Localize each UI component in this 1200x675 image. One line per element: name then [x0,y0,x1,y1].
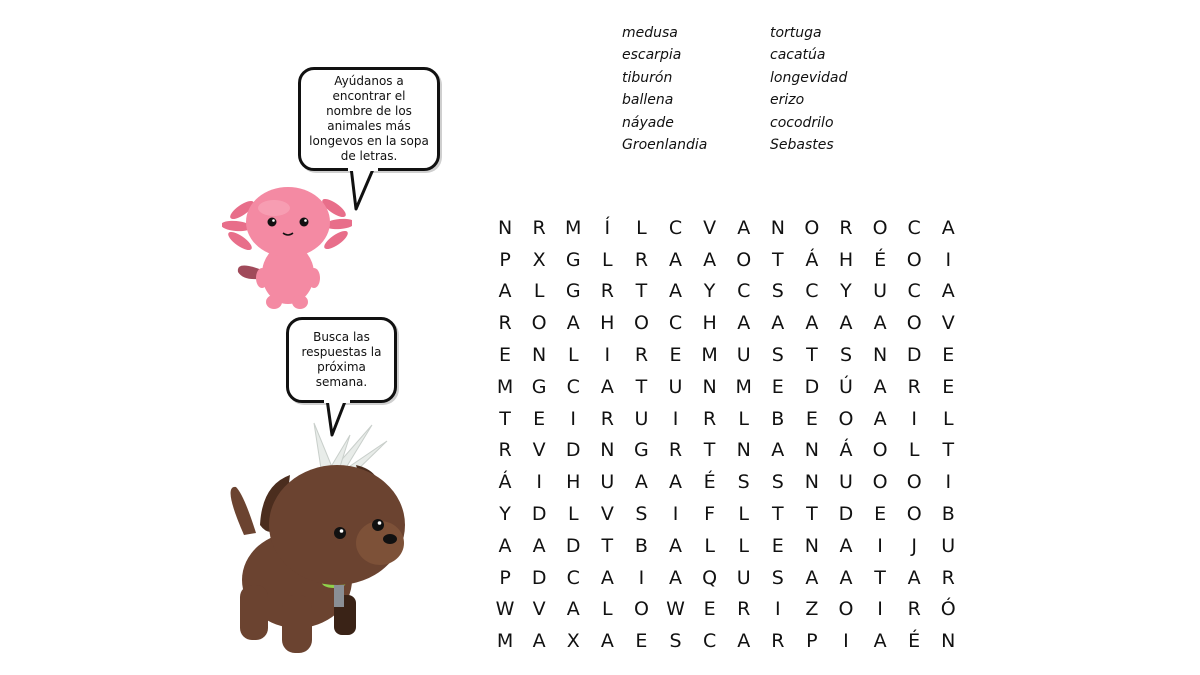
grid-letter[interactable]: N [804,439,819,462]
grid-letter[interactable]: N [804,534,819,557]
grid-letter[interactable]: T [806,503,818,526]
grid-letter[interactable]: I [877,534,883,557]
grid-letter[interactable]: I [672,407,679,430]
grid-letter[interactable]: A [873,312,887,335]
grid-letter[interactable]: E [771,375,784,398]
grid-letter[interactable]: V [532,439,546,462]
grid-letter[interactable]: R [498,312,512,335]
word-list-item: tiburón [622,69,673,86]
grid-letter[interactable]: É [703,471,716,494]
word-list-item: Groenlandia [622,137,708,154]
grid-letter[interactable]: I [843,630,849,653]
word-list-item: Sebastes [770,137,834,154]
grid-letter[interactable]: P [499,566,511,589]
grid-letter[interactable]: O [906,503,922,526]
grid-letter[interactable]: T [806,344,818,367]
grid-letter[interactable]: S [839,344,853,367]
grid-letter[interactable]: D [804,375,820,398]
grid-letter[interactable]: D [906,344,922,367]
grid-letter[interactable]: O [906,312,922,335]
grid-letter[interactable]: B [941,503,955,526]
grid-letter[interactable]: Í [604,216,611,239]
grid-letter[interactable]: A [805,566,819,589]
grid-letter[interactable]: H [566,471,581,494]
dog-speech-bubble [286,317,397,403]
grid-letter[interactable]: R [737,598,751,621]
grid-letter[interactable]: S [635,503,648,526]
word-list-item: ballena [622,92,674,109]
grid-letter[interactable]: E [805,407,818,430]
grid-letter[interactable]: N [941,630,956,653]
word-list-left [622,22,707,156]
word-list-item: tortuga [770,25,822,41]
grid-letter[interactable]: R [634,248,649,271]
word-list-item: longevidad [770,69,848,86]
grid-letter[interactable]: A [703,248,717,271]
word-list-right [770,22,847,156]
grid-letter[interactable]: O [531,312,547,335]
grid-letter[interactable]: Ú [839,375,853,398]
grid-letter[interactable]: O [633,312,649,335]
grid-letter[interactable]: O [872,471,888,494]
grid-letter[interactable]: A [634,471,648,494]
grid-letter[interactable]: S [771,471,784,494]
grid-letter[interactable]: L [567,344,579,367]
grid-letter[interactable]: E [499,344,512,367]
grid-letter[interactable]: I [945,471,952,494]
grid-letter[interactable]: A [941,216,955,239]
grid-letter[interactable]: T [942,439,955,462]
grid-letter[interactable]: U [634,407,649,430]
grid-letter[interactable]: A [873,407,887,430]
grid-letter[interactable]: A [839,534,853,557]
grid-letter[interactable]: U [839,471,853,494]
grid-letter[interactable]: S [771,344,784,367]
grid-letter[interactable]: D [838,503,854,526]
grid-letter[interactable]: E [942,344,955,367]
grid-letter[interactable]: T [703,439,716,462]
grid-letter[interactable]: B [771,407,785,430]
grid-letter[interactable]: E [533,407,546,430]
axolotl-speech-bubble-tail [348,165,378,213]
grid-letter[interactable]: C [702,630,717,653]
grid-letter[interactable]: L [738,407,749,430]
grid-letter[interactable]: Y [499,503,511,526]
grid-letter[interactable]: W [495,598,515,621]
word-search-grid [488,212,965,657]
grid-letter[interactable]: V [600,503,614,526]
grid-letter[interactable]: A [669,534,683,557]
grid-letter[interactable]: H [702,312,717,335]
grid-letter[interactable]: N [872,344,888,367]
grid-letter[interactable]: L [602,598,613,621]
grid-letter[interactable]: A [600,566,614,589]
grid-letter[interactable]: X [532,248,546,271]
grid-letter[interactable]: C [805,280,819,303]
grid-letter[interactable]: Ó [940,598,956,621]
grid-letter[interactable]: N [702,375,717,398]
grid-letter[interactable]: T [874,566,886,589]
grid-letter[interactable]: V [532,598,546,621]
grid-letter[interactable]: R [634,344,649,367]
grid-letter[interactable]: R [532,216,546,239]
grid-letter[interactable]: T [601,534,614,557]
grid-letter[interactable]: A [498,534,512,557]
grid-letter[interactable]: A [669,566,683,589]
grid-letter[interactable]: N [532,344,547,367]
grid-letter[interactable]: Á [805,248,819,271]
grid-letter[interactable]: N [770,216,785,239]
grid-letter[interactable]: R [839,216,853,239]
axolotl-speech-text: Ayúdanos a encontrar el nombre de los animales más longevos en la sopa de letras. [309,74,429,163]
grid-letter[interactable]: O [838,598,854,621]
grid-letter[interactable]: E [669,344,682,367]
grid-letter[interactable]: N [736,439,751,462]
grid-letter[interactable]: A [600,630,614,653]
grid-letter[interactable]: L [704,534,715,557]
word-list-item: náyade [622,114,674,131]
grid-letter[interactable]: A [566,598,580,621]
grid-letter[interactable]: Y [840,280,852,303]
grid-letter[interactable]: U [736,566,751,589]
grid-letter[interactable]: E [942,375,955,398]
grid-letter[interactable]: U [873,280,888,303]
grid-letter[interactable]: G [634,439,649,462]
grid-letter[interactable]: É [874,248,887,271]
grid-letter[interactable]: A [873,630,887,653]
grid-letter[interactable]: Q [702,566,718,589]
grid-letter[interactable]: X [566,630,580,653]
grid-letter[interactable]: M [565,216,582,239]
grid-letter[interactable]: Z [805,598,819,621]
grid-letter[interactable]: C [566,375,580,398]
grid-letter[interactable]: N [804,471,819,494]
grid-letter[interactable]: R [703,407,717,430]
grid-letter[interactable]: A [532,534,546,557]
grid-letter[interactable]: R [907,375,921,398]
grid-letter[interactable]: L [908,439,920,462]
grid-letter[interactable]: A [600,375,614,398]
grid-letter[interactable]: Á [498,471,512,494]
grid-letter[interactable]: S [669,630,682,653]
grid-letter[interactable]: Á [839,439,853,462]
grid-letter[interactable]: I [774,598,781,621]
grid-letter[interactable]: U [736,344,751,367]
grid-letter[interactable]: I [672,503,679,526]
grid-letter[interactable]: H [838,248,854,271]
axolotl-plush-image [222,178,352,313]
grid-letter[interactable]: R [907,598,921,621]
grid-letter[interactable]: E [635,630,648,653]
axolotl-speech-bubble [298,67,440,171]
grid-letter[interactable]: L [636,216,647,239]
grid-letter[interactable]: A [737,216,751,239]
grid-letter[interactable]: A [566,312,580,335]
grid-letter[interactable]: C [668,216,683,239]
grid-letter[interactable]: A [771,312,785,335]
grid-letter[interactable]: A [669,471,683,494]
grid-letter[interactable]: E [874,503,887,526]
grid-letter[interactable]: A [805,312,819,335]
grid-letter[interactable]: A [771,439,785,462]
grid-letter[interactable]: A [532,630,546,653]
grid-letter[interactable]: A [941,280,955,303]
grid-letter[interactable]: S [771,566,784,589]
grid-letter[interactable]: G [565,248,581,271]
grid-letter[interactable]: É [908,630,921,653]
grid-letter[interactable]: N [600,439,615,462]
grid-letter[interactable]: R [668,439,683,462]
grid-letter[interactable]: L [738,503,749,526]
grid-letter[interactable]: M [701,344,718,367]
grid-letter[interactable]: I [570,407,577,430]
grid-letter[interactable]: R [941,566,955,589]
dog-speech-text: Busca las respuestas la próxima semana. [301,330,382,389]
grid-letter[interactable]: D [531,566,547,589]
grid-letter[interactable]: O [906,471,922,494]
grid-letter[interactable]: R [600,280,614,303]
grid-letter[interactable]: U [668,375,683,398]
grid-letter[interactable]: I [877,598,883,621]
grid-letter[interactable]: T [771,248,784,271]
grid-letter[interactable]: P [499,248,511,271]
grid-letter[interactable]: A [737,630,751,653]
grid-letter[interactable]: I [638,566,645,589]
grid-letter[interactable]: M [496,375,514,398]
word-list-item: cacatúa [770,47,826,64]
grid-letter[interactable]: D [565,534,581,557]
grid-letter[interactable]: A [669,248,683,271]
grid-letter[interactable]: O [804,216,820,239]
grid-letter[interactable]: L [738,534,749,557]
grid-letter[interactable]: T [635,375,648,398]
grid-letter[interactable]: L [602,248,613,271]
grid-letter[interactable]: S [737,471,750,494]
grid-letter[interactable]: L [567,503,579,526]
grid-letter[interactable]: J [911,534,917,557]
grid-letter[interactable]: O [838,407,854,430]
grid-letter[interactable]: C [737,280,751,303]
grid-letter[interactable]: A [907,566,921,589]
grid-letter[interactable]: T [635,280,648,303]
grid-letter[interactable]: R [600,407,614,430]
grid-letter[interactable]: D [531,503,547,526]
grid-letter[interactable]: E [771,534,784,557]
grid-letter[interactable]: A [839,566,853,589]
grid-letter[interactable]: D [565,439,581,462]
grid-letter[interactable]: I [604,344,611,367]
grid-letter[interactable]: O [872,216,888,239]
grid-letter[interactable]: U [941,534,956,557]
grid-letter[interactable]: H [600,312,615,335]
grid-letter[interactable]: A [839,312,853,335]
grid-letter[interactable]: W [666,598,685,621]
grid-letter[interactable]: A [498,280,512,303]
grid-letter[interactable]: E [703,598,716,621]
grid-letter[interactable]: V [941,312,955,335]
grid-letter[interactable]: T [499,407,511,430]
grid-letter[interactable]: O [736,248,752,271]
grid-letter[interactable]: G [565,280,581,303]
dog-plush-image [222,415,412,660]
word-list-item: cocodrilo [770,114,834,131]
grid-letter[interactable]: R [771,630,785,653]
word-list-item: medusa [622,25,678,41]
grid-letter[interactable]: N [497,216,513,239]
grid-letter[interactable]: S [771,280,784,303]
grid-letter[interactable]: O [906,248,922,271]
grid-letter[interactable]: U [600,471,615,494]
grid-letter[interactable]: L [533,280,545,303]
grid-letter[interactable]: M [496,630,514,653]
grid-letter[interactable]: C [907,280,921,303]
grid-letter[interactable]: I [945,248,952,271]
grid-letter[interactable]: A [873,375,887,398]
grid-letter[interactable]: P [806,630,818,653]
grid-letter[interactable]: I [911,407,917,430]
grid-letter[interactable]: T [771,503,784,526]
grid-letter[interactable]: I [536,471,542,494]
grid-letter[interactable]: R [498,439,512,462]
grid-letter[interactable]: G [531,375,547,398]
word-list-item: escarpia [622,47,682,64]
grid-letter[interactable]: M [735,375,752,398]
grid-letter[interactable]: A [669,280,683,303]
word-list-item: erizo [770,92,805,109]
grid-letter[interactable]: A [737,312,751,335]
grid-letter[interactable]: F [704,503,716,526]
grid-letter[interactable]: Y [703,280,716,303]
grid-letter[interactable]: O [872,439,888,462]
grid-letter[interactable]: L [942,407,954,430]
grid-letter[interactable]: C [566,566,580,589]
grid-letter[interactable]: O [633,598,649,621]
grid-letter[interactable]: C [907,216,921,239]
grid-letter[interactable]: V [703,216,717,239]
grid-letter[interactable]: C [668,312,683,335]
grid-letter[interactable]: B [634,534,648,557]
